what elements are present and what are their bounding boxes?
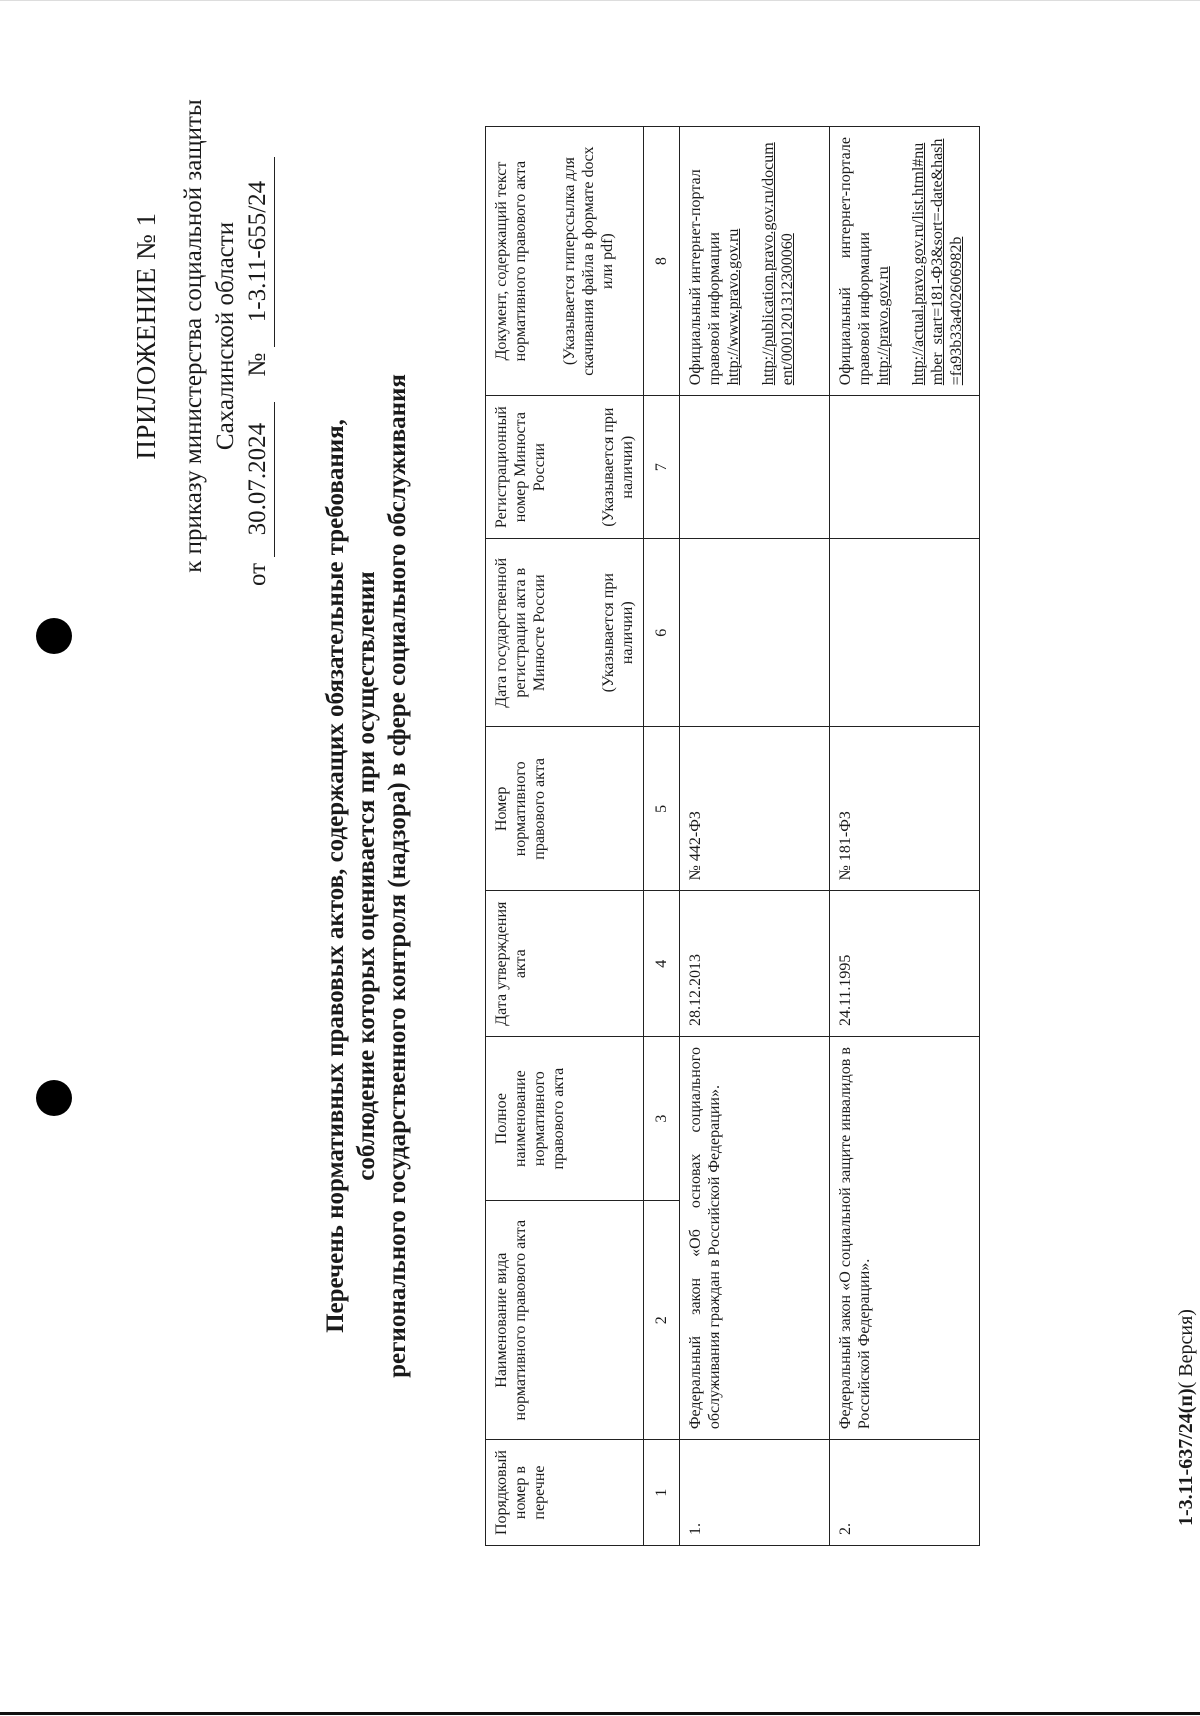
column-number: 2 (644, 1201, 680, 1440)
act-number: № 181-ФЗ (830, 727, 980, 891)
portal-label: Официальный интернет-портал правовой информации (687, 169, 723, 386)
document-link[interactable]: http://actual.pravo.gov.ru/list.html#number_start=181-Ф3&sort=-date&hash=fa93b33a402606982b (910, 138, 965, 386)
footer-code: 1-3.11-637/24(п) (1175, 1388, 1197, 1526)
column-number: 8 (644, 127, 680, 396)
header-note: (Указывается гиперссылка для скачивания файла в формате docx или pdf) (561, 146, 616, 376)
header-cell: Номер нормативного правового акта (486, 727, 644, 891)
title-line2: соблюдение которых оценивается при осуществлении (353, 571, 380, 1181)
act-kind: Федеральный закон «О социальной защите инвалидов в Российской Федерации». (830, 1037, 980, 1440)
order-date: 30.07.2024 (242, 402, 275, 557)
table-row (680, 127, 830, 1546)
order-number: 1-3.11-655/24 (242, 157, 275, 347)
header-cell: Полное наименование нормативного правового акта (486, 1037, 644, 1201)
footer-suffix: ( Версия) (1175, 1309, 1197, 1389)
title-line1: Перечень нормативных правовых актов, содержащих обязательные требования, (322, 419, 349, 1333)
act-document (680, 127, 830, 396)
row-number: 1. (680, 1440, 830, 1546)
table-header-row (486, 127, 644, 1546)
act-kind: Федеральный закон «Об основах социального обслуживания граждан в Российской Федерации». (680, 1037, 830, 1440)
scan-edge-bottom (0, 1712, 1200, 1715)
column-number: 1 (644, 1440, 680, 1546)
appendix-header (130, 86, 275, 586)
from-label: от (244, 562, 271, 586)
column-numbers-row (644, 127, 680, 1546)
title-line3: регионального государственного контроля (надзора) в сфере социального обслуживания (384, 374, 411, 1378)
appendix-dateline (242, 86, 275, 586)
column-number: 6 (644, 539, 680, 727)
act-date: 28.12.2013 (680, 891, 830, 1037)
act-document (830, 127, 980, 396)
appendix-title: ПРИЛОЖЕНИЕ № 1 (131, 212, 161, 460)
header-note: (Указывается при наличии) (600, 407, 636, 527)
header-cell: Порядковый номер в перечне (486, 1440, 644, 1546)
header-cell: Дата утверждения акта (486, 891, 644, 1037)
document-link[interactable]: http://publication.pravo.gov.ru/document/0001201312300060 (760, 142, 796, 386)
document-title (320, 326, 413, 1426)
act-number: № 442-ФЗ (680, 727, 830, 891)
column-number: 5 (644, 727, 680, 891)
act-date: 24.11.1995 (830, 891, 980, 1037)
reg-number (680, 396, 830, 539)
portal-link[interactable]: http://www.pravo.gov.ru (725, 228, 742, 386)
acts-table (485, 126, 980, 1546)
header-cell: Наименование вида нормативного правового акта (486, 1201, 644, 1440)
header-cell: Дата государственной регистрации акта в Минюсте России (Указывается при наличии) (486, 539, 644, 727)
reg-date (830, 539, 980, 727)
reg-date (680, 539, 830, 727)
document-footer (1175, 1309, 1198, 1526)
table-row (830, 127, 980, 1546)
portal-link[interactable]: http://pravo.gov.ru (875, 266, 892, 386)
header-cell: Регистрационный номер Минюста России (Указывается при наличии) (486, 396, 644, 539)
column-number: 4 (644, 891, 680, 1037)
header-cell: Документ, содержащий текст нормативного правового акта (Указывается гиперссылка для скачивания файла в формате docx или pdf) (486, 127, 644, 396)
column-number: 3 (644, 1037, 680, 1201)
reg-number (830, 396, 980, 539)
number-label: № (244, 352, 271, 377)
header-note: (Указывается при наличии) (600, 573, 636, 693)
column-number: 7 (644, 396, 680, 539)
appendix-line2: Сахалинской области (212, 221, 239, 451)
appendix-line1: к приказу министерства социальной защиты (180, 99, 207, 573)
row-number: 2. (830, 1440, 980, 1546)
portal-label: Официальный интернет-портале правовой информации (837, 137, 873, 386)
